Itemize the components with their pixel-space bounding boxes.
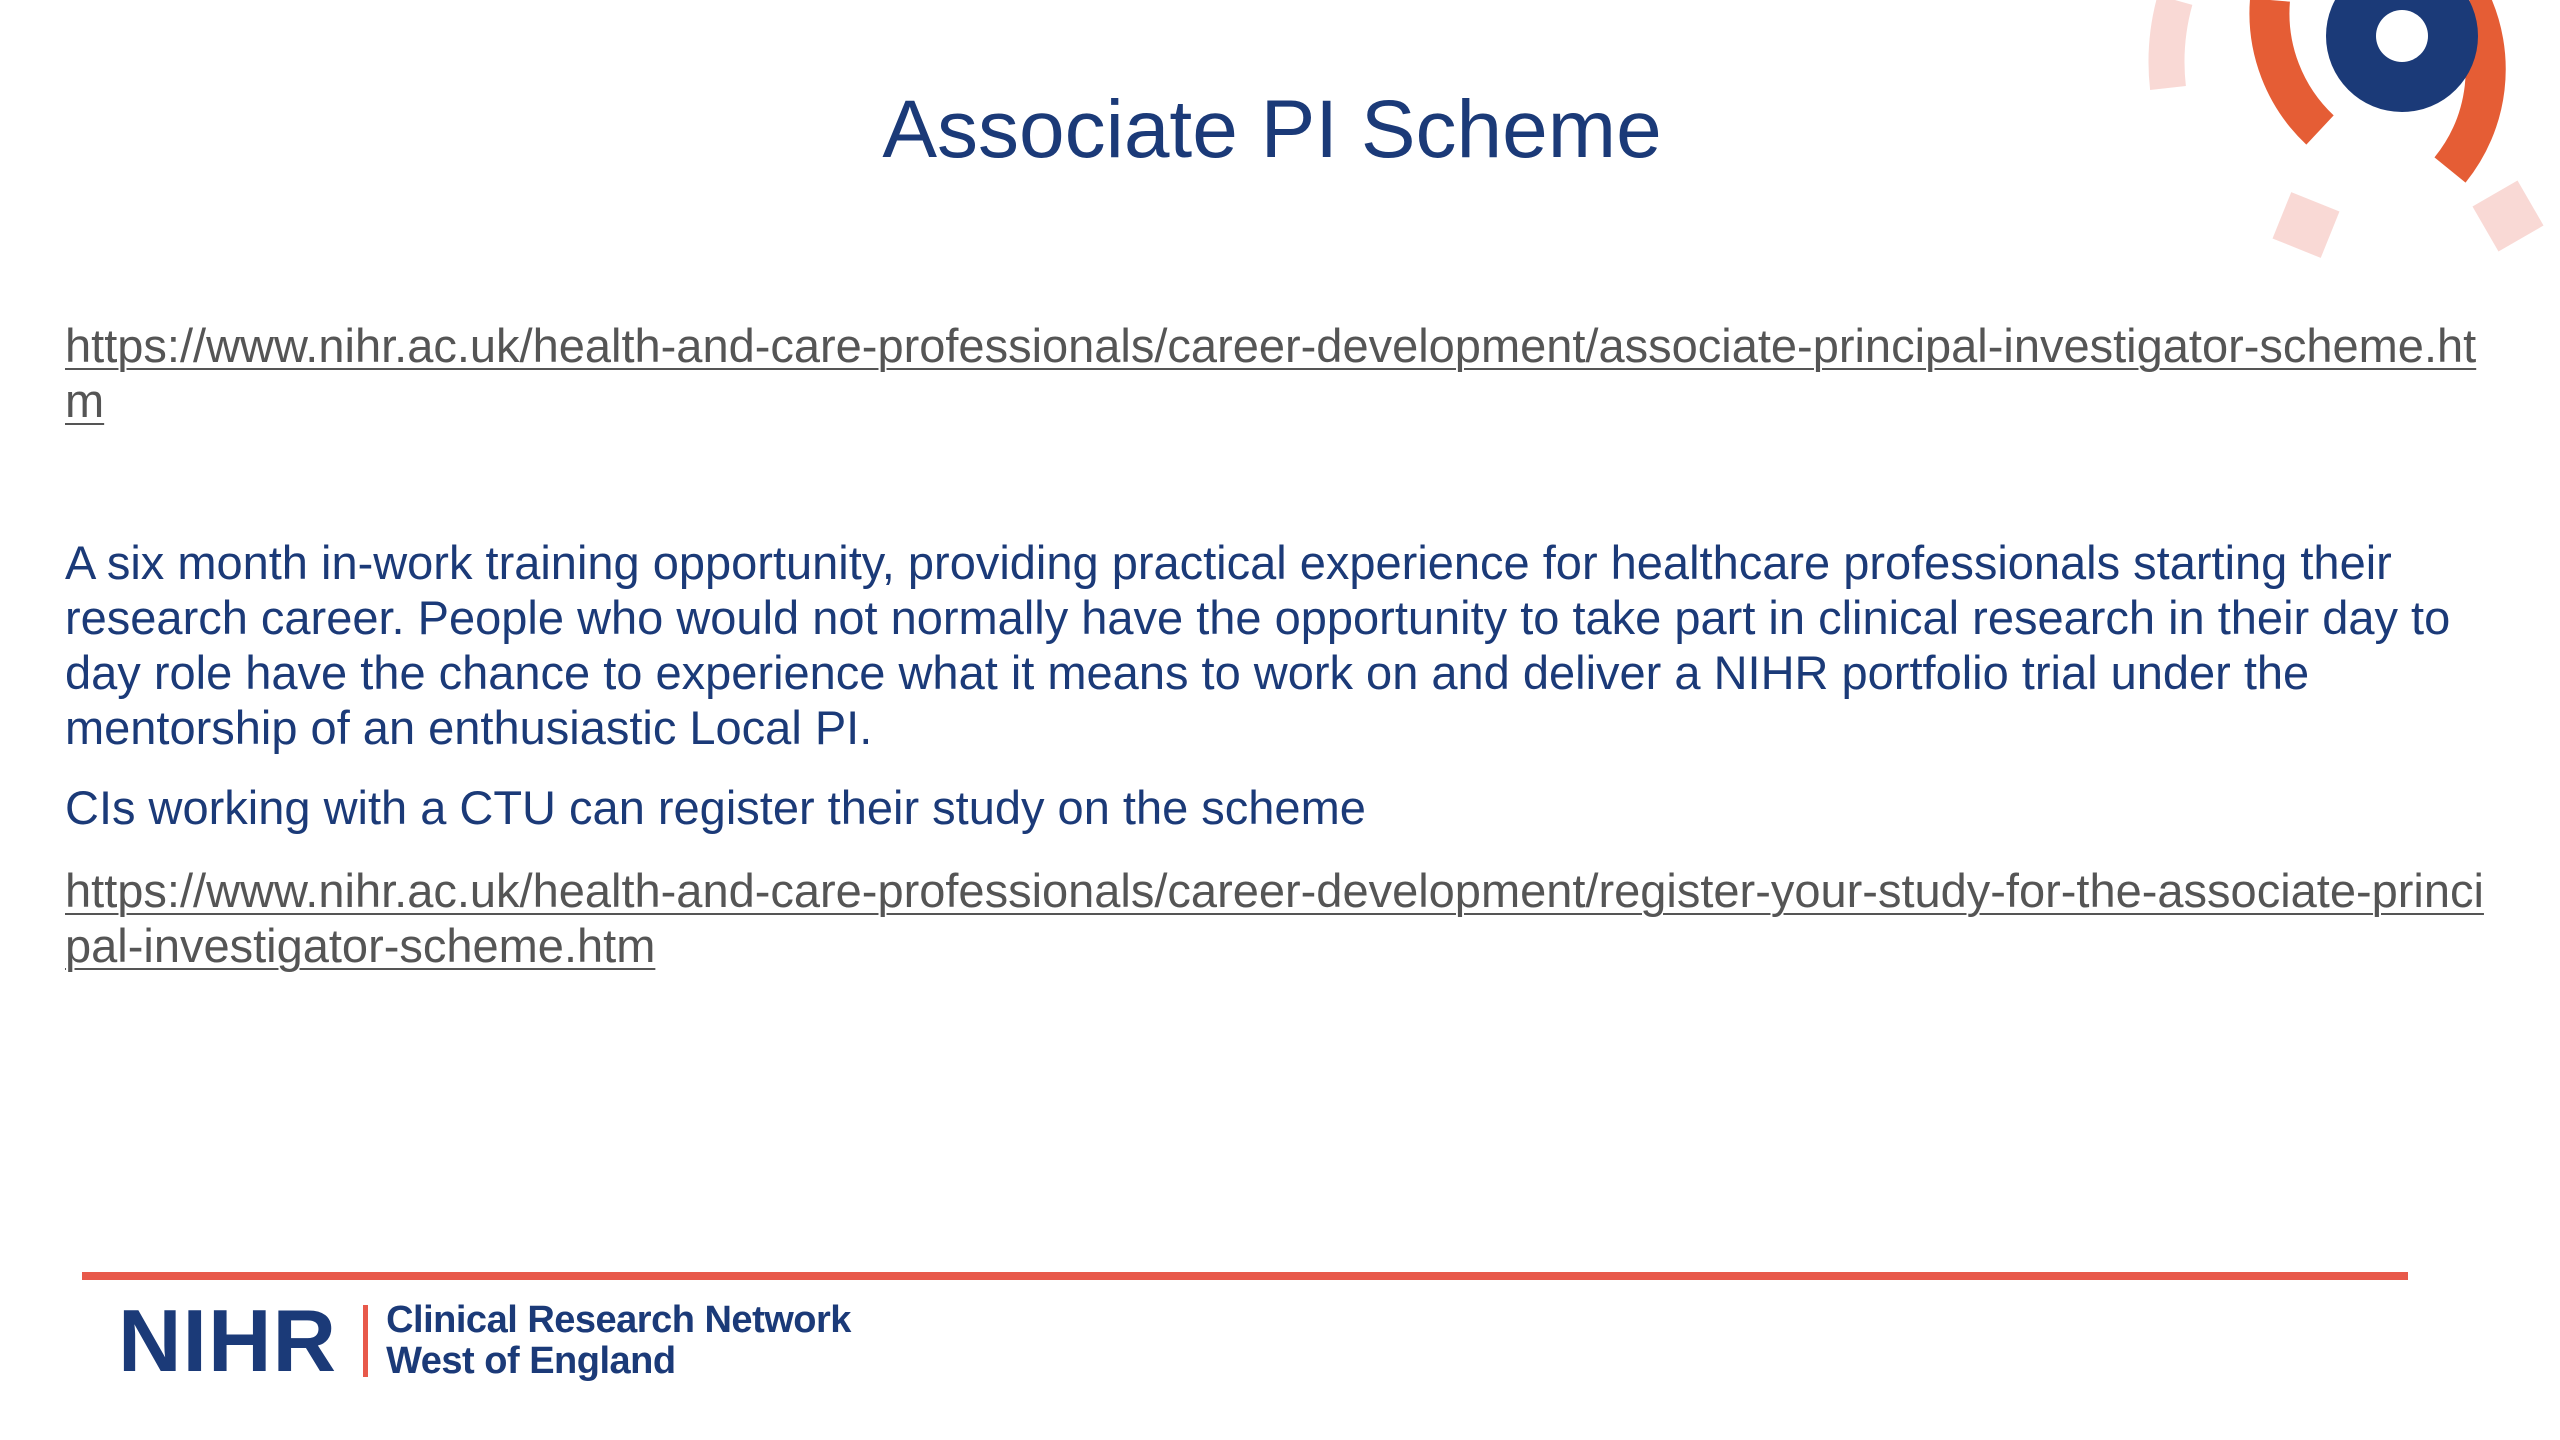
logo-mark: NIHR xyxy=(118,1291,338,1390)
scheme-description: A six month in-work training opportunity, providing practical experience for healthcare professionals starting their research career. People who would not normally have the opportunity to take part in clinical research in their day to day role have the chance to experience what it means to work on and deliver a NIHR portfolio trial under the mentorship of an enthusiastic Local PI. xyxy=(65,536,2451,754)
nihr-logo xyxy=(118,1291,851,1390)
register-study-link[interactable]: https://www.nihr.ac.uk/health-and-care-professionals/career-development/register-your-study-for-the-associate-principal-investigator-scheme.htm xyxy=(65,864,2484,972)
scheme-info-link[interactable]: https://www.nihr.ac.uk/health-and-care-professionals/career-development/associate-principal-investigator-scheme.htm xyxy=(65,319,2477,427)
footer-divider xyxy=(82,1272,2408,1280)
logo-line-1: Clinical Research Network xyxy=(386,1299,851,1341)
logo-divider xyxy=(363,1305,368,1377)
ctu-registration-note: CIs working with a CTU can register their study on the scheme xyxy=(65,781,1366,834)
register-study-link-paragraph xyxy=(65,863,2485,973)
scheme-info-link-paragraph xyxy=(65,318,2485,428)
slide-title: Associate PI Scheme xyxy=(882,84,1662,175)
logo-line-2: West of England xyxy=(386,1340,676,1382)
logo-text xyxy=(386,1300,851,1382)
